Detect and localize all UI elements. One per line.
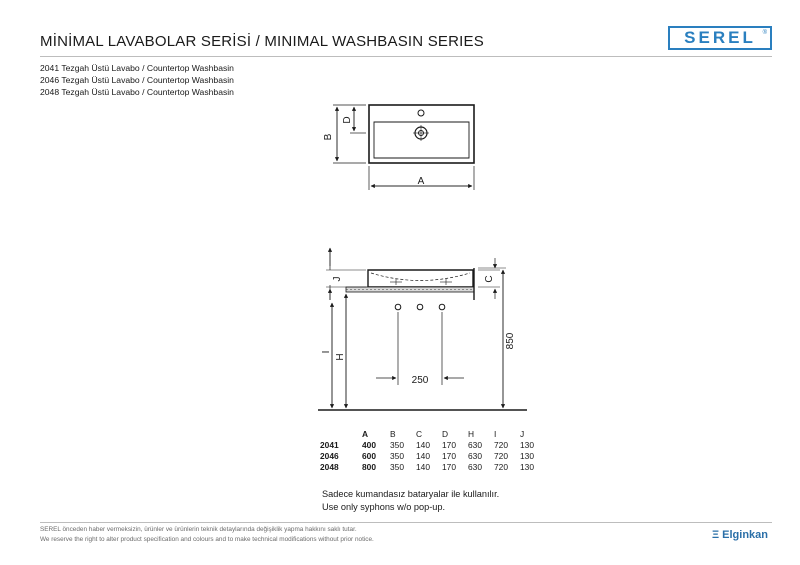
header-cell: A <box>362 428 369 439</box>
elginkan-logo <box>712 529 768 541</box>
page-title: MİNİMAL LAVABOLAR SERİSİ / MINIMAL WASHBASIN SERIES <box>40 33 484 50</box>
cell-code: 2041 <box>320 439 339 450</box>
label-a: A <box>417 176 425 187</box>
tap-hole <box>418 110 424 116</box>
elginkan-mark-icon: Ξ <box>712 529 720 541</box>
disclaimer-tr: SEREL önceden haber vermeksizin, ürünler ve ürünlerin teknik detaylarında değişiklik yapma hakkını saklı tutar. <box>40 526 357 533</box>
cell-j: 130 <box>520 450 534 461</box>
cell-a: 600 <box>362 450 376 461</box>
cell-i: 720 <box>494 461 508 472</box>
cell-d: 170 <box>442 439 456 450</box>
cell-i: 720 <box>494 450 508 461</box>
cell-c: 140 <box>416 439 430 450</box>
cell-j: 130 <box>520 439 534 450</box>
product-line: 2046 Tezgah Üstü Lavabo / Countertop Washbasin <box>40 75 234 85</box>
cell-b: 350 <box>390 439 404 450</box>
cell-i: 720 <box>494 439 508 450</box>
cell-code: 2046 <box>320 450 339 461</box>
label-850: 850 <box>505 332 516 350</box>
logo-text: SEREL <box>684 28 756 47</box>
note-en: Use only syphons w/o pop-up. <box>322 502 446 512</box>
cell-code: 2048 <box>320 461 339 472</box>
table-row <box>320 450 546 461</box>
label-i: I <box>321 350 332 354</box>
header-cell <box>320 428 362 439</box>
table-row <box>320 461 546 472</box>
usage-notes <box>322 488 499 514</box>
cell-j: 130 <box>520 461 534 472</box>
header-cell: C <box>416 428 423 439</box>
header-cell: J <box>520 428 525 439</box>
header-cell: B <box>390 428 396 439</box>
label-250: 250 <box>411 375 429 386</box>
cell-c: 140 <box>416 450 430 461</box>
disclaimer-en: We reserve the right to alter product specification and colours and to make technical modifications without prior notice. <box>40 536 374 543</box>
product-line: 2048 Tezgah Üstü Lavabo / Countertop Washbasin <box>40 87 234 97</box>
label-b: B <box>323 133 334 141</box>
cell-a: 400 <box>362 439 376 450</box>
header-cell: I <box>494 428 497 439</box>
footer-divider <box>40 522 772 523</box>
cell-d: 170 <box>442 450 456 461</box>
basin-side-outline <box>368 270 473 287</box>
cell-a: 800 <box>362 461 376 472</box>
table-header-row <box>320 428 546 439</box>
cell-b: 350 <box>390 461 404 472</box>
label-j: J <box>332 276 343 282</box>
registered-mark: ® <box>762 30 767 36</box>
elginkan-text: Elginkan <box>722 529 768 541</box>
note-tr: Sadece kumandasız bataryalar ile kullanılır. <box>322 489 500 499</box>
cell-c: 140 <box>416 461 430 472</box>
product-line: 2041 Tezgah Üstü Lavabo / Countertop Washbasin <box>40 63 234 73</box>
header-cell: H <box>468 428 475 439</box>
label-c: C <box>484 275 495 283</box>
cell-h: 630 <box>468 439 482 450</box>
cell-h: 630 <box>468 450 482 461</box>
cell-h: 630 <box>468 461 482 472</box>
dimension-table <box>320 428 546 472</box>
table-row <box>320 439 546 450</box>
disclaimer <box>40 525 374 545</box>
label-h: H <box>335 353 346 361</box>
top-view <box>333 105 474 190</box>
label-d: D <box>342 116 353 124</box>
cell-d: 170 <box>442 461 456 472</box>
header-cell: D <box>442 428 449 439</box>
cell-b: 350 <box>390 450 404 461</box>
basin-top-outline <box>369 105 474 163</box>
